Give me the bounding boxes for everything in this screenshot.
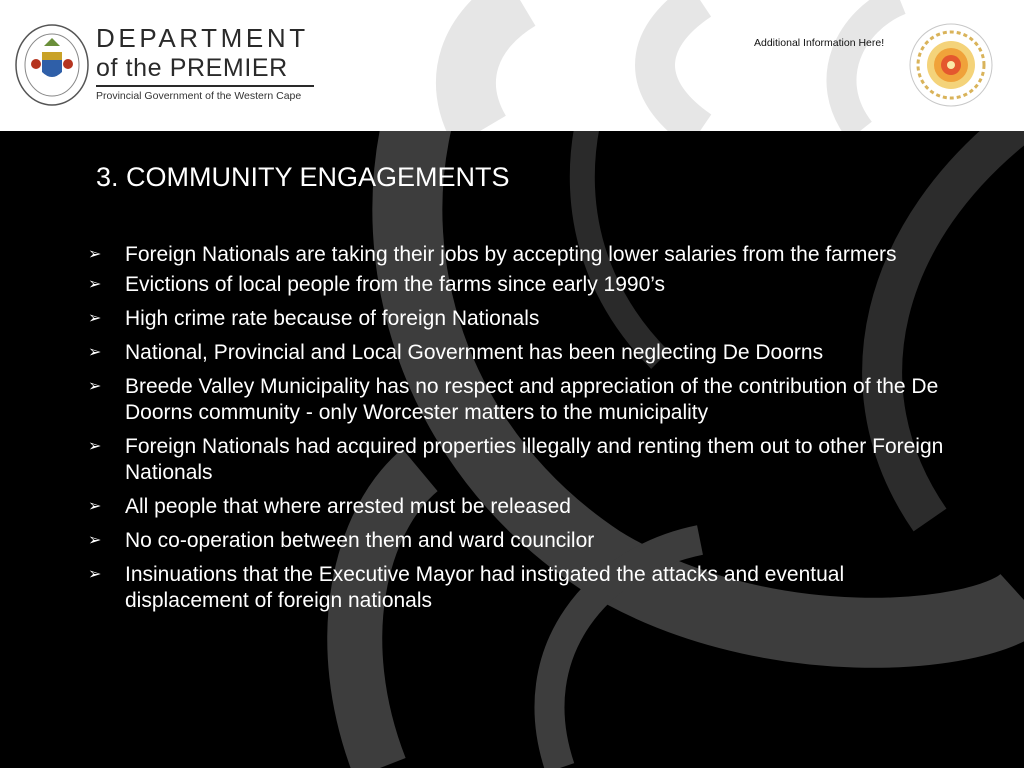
arrow-bullet-icon: ➢	[88, 276, 102, 293]
bullet-item	[88, 434, 968, 486]
slide-title: 3. COMMUNITY ENGAGEMENTS	[96, 162, 510, 192]
coat-of-arms-logo	[14, 22, 90, 108]
bullet-item	[88, 494, 968, 520]
bullet-text: Insinuations that the Executive Mayor had instigated the attacks and eventual displacement of foreign nationals	[125, 563, 845, 612]
bullet-text: Breede Valley Municipality has no respect and appreciation of the contribution of the De Doorns community - only Worcester matters to the municipality	[125, 375, 939, 424]
bullet-item	[88, 272, 968, 298]
bullet-item	[88, 528, 968, 554]
arrow-bullet-icon: ➢	[88, 532, 102, 549]
bullet-text: National, Provincial and Local Government has been neglecting De Doorns	[125, 341, 824, 364]
dept-divider	[96, 85, 314, 87]
department-logo	[96, 24, 316, 102]
bullet-list	[88, 238, 968, 622]
bullet-text: Foreign Nationals are taking their jobs by accepting lower salaries from the farmers	[125, 243, 897, 266]
western-cape-logo	[908, 22, 994, 108]
dept-subtitle: Provincial Government of the Western Cape	[96, 90, 302, 102]
bullet-item	[88, 306, 968, 332]
bullet-item	[88, 374, 968, 426]
arrow-bullet-icon: ➢	[88, 246, 102, 263]
dept-title-line2: of the PREMIER	[96, 54, 288, 82]
dept-title-line1: DEPARTMENT	[96, 23, 309, 53]
bullet-text: Foreign Nationals had acquired properties illegally and renting them out to other Foreign Nationals	[125, 435, 944, 484]
header-bar	[0, 0, 1024, 131]
bullet-text: Evictions of local people from the farms since early 1990’s	[125, 273, 666, 296]
arrow-bullet-icon: ➢	[88, 344, 102, 361]
bullet-text: No co-operation between them and ward councilor	[125, 529, 595, 552]
arrow-bullet-icon: ➢	[88, 310, 102, 327]
arrow-bullet-icon: ➢	[88, 438, 102, 455]
bullet-item	[88, 340, 968, 366]
additional-info-text: Additional Information Here!	[754, 37, 885, 49]
arrow-bullet-icon: ➢	[88, 566, 102, 583]
arrow-bullet-icon: ➢	[88, 378, 102, 395]
arrow-bullet-icon: ➢	[88, 498, 102, 515]
bullet-text: High crime rate because of foreign Nationals	[125, 307, 540, 330]
bullet-item	[88, 238, 968, 272]
bullet-text: All people that where arrested must be released	[125, 495, 571, 518]
bullet-item	[88, 562, 968, 614]
